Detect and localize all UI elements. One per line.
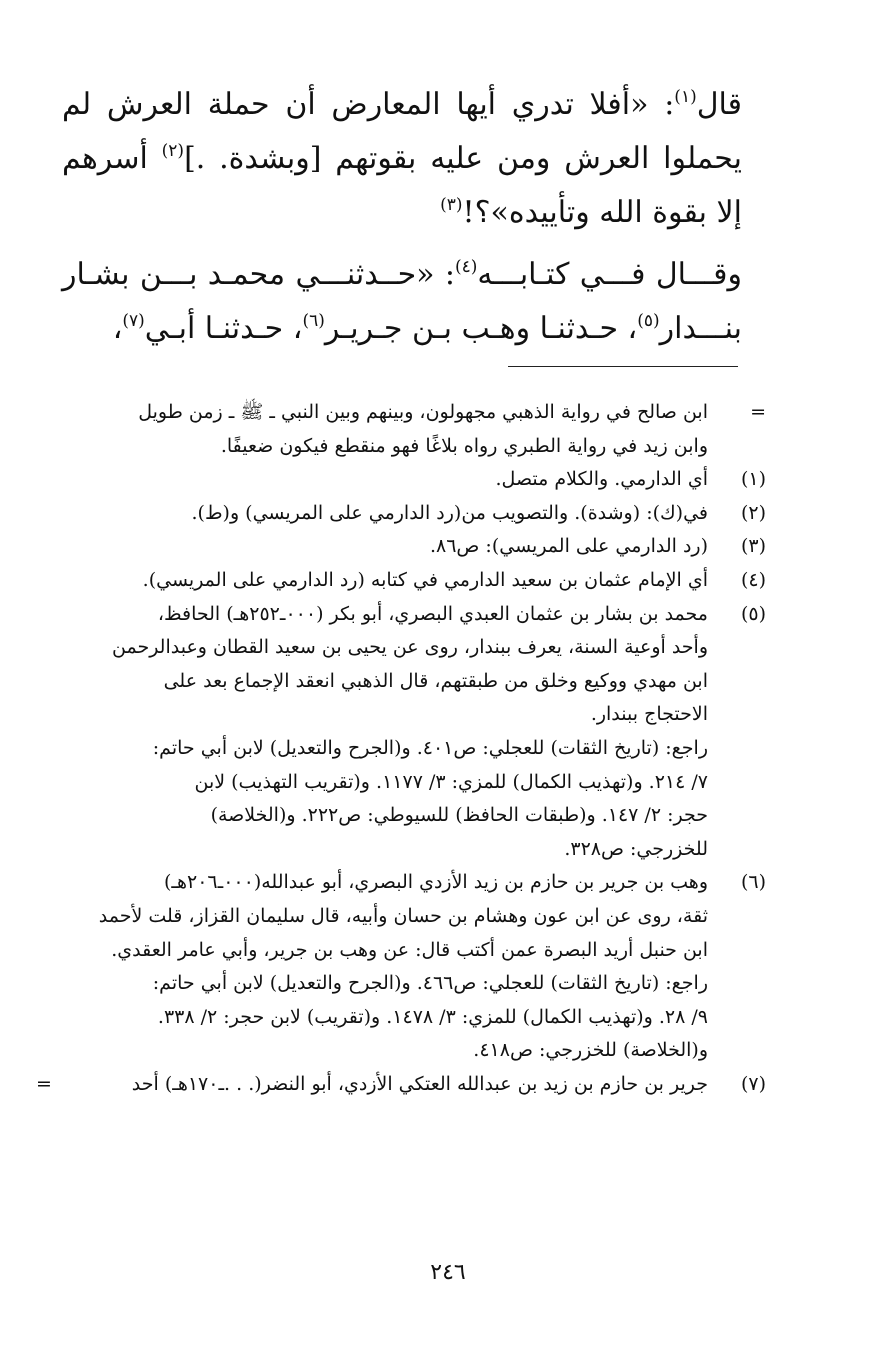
footnote-line: ابن حنبل أريد البصرة عمن أكتب قال: عن وهب بن جرير، وأبي عامر العقدي. <box>111 938 708 961</box>
page-number: ٢٤٦ <box>430 1260 466 1285</box>
text-run: قال <box>696 87 742 122</box>
footnote-number: (٢) <box>740 501 766 524</box>
footnote-ref-7[interactable]: (٧) <box>122 311 145 331</box>
footnote-ref-2[interactable]: (٢) <box>161 141 185 161</box>
footnote-line: ٩/ ٢٨. و(تهذيب الكمال) للمزي: ٣/ ١٤٧٨. و(تقريب) لابن حجر: ٢/ ٣٣٨. <box>157 1005 708 1028</box>
text-run: : «أفلا تدري أيها المعارض أن حملة العرش لم يحملوا العرش ومن عليه بقوتهم [وبشدة. .] <box>62 87 742 176</box>
footnote-1 <box>62 463 766 497</box>
paragraph-2 <box>62 248 742 356</box>
footnote-line: راجع: (تاريخ الثقات) للعجلي: ص٤٦٦. و(الجرح والتعديل) لابن أبي حاتم: <box>152 972 708 995</box>
footnote-6 <box>62 866 766 1068</box>
footnote-line: ثقة، روى عن ابن عون وهشام بن حسان وأبيه، قال سليمان القزاز، قلت لأحمد <box>98 904 708 927</box>
footnote-line: وهب بن جرير بن حازم بن زيد الأزدي البصري، أبو عبدالله(٠٠٠ـ٢٠٦هـ) <box>163 871 708 894</box>
footnote-number: (٥) <box>740 602 766 625</box>
footnote-line: ابن صالح في رواية الذهبي مجهولون، وبينهم وبين النبي ـ ﷺ ـ زمن طويل <box>138 401 708 423</box>
footnote-separator <box>508 366 738 367</box>
footnote-line: الاحتجاج ببندار. <box>590 703 708 726</box>
footnote-ref-6[interactable]: (٦) <box>302 311 325 331</box>
footnote-line: ٧/ ٢١٤. و(تهذيب الكمال) للمزي: ٣/ ١١٧٧. و(تقريب التهذيب) لابن <box>194 770 708 793</box>
footnote-number: (١) <box>740 468 766 491</box>
text-run: : «حــدثنـــي محمـد بـــن بشـار بنـــدار <box>62 257 742 346</box>
paragraph-1 <box>62 78 742 240</box>
footnote-5 <box>62 598 766 867</box>
footnote-ref-3[interactable]: (٣) <box>440 195 463 215</box>
continuation-mark: = <box>36 1072 52 1095</box>
footnote-line: وابن زيد في رواية الطبري رواه بلاغًا فهو منقطع فيكون ضعيفًا. <box>220 434 708 457</box>
footnote-line: (رد الدارمي على المريسي): ص٨٦. <box>429 535 708 558</box>
footnote-number: (٧) <box>740 1072 766 1095</box>
text-run: ، حـدثنـا أبـي <box>144 311 303 346</box>
footnote-2 <box>62 497 766 531</box>
text-run: أسرهم إلا بقوة الله وتأييده»؟! <box>62 141 742 230</box>
continuation-mark: = <box>750 401 766 423</box>
footnote-line: و(الخلاصة) للخزرجي: ص٤١٨. <box>473 1039 708 1062</box>
footnote-3 <box>62 530 766 564</box>
footnote-line: أي الإمام عثمان بن سعيد الدارمي في كتابه (رد الدارمي على المريسي). <box>142 568 708 591</box>
text-run: ، <box>112 311 123 346</box>
footnote-line: حجر: ٢/ ١٤٧. و(طبقات الحافظ) للسيوطي: ص٢٢٢. و(الخلاصة) <box>210 804 708 827</box>
footnote-number: (٣) <box>740 535 766 558</box>
footnote-line: ابن مهدي ووكيع وخلق من طبقتهم، قال الذهبي انعقد الإجماع بعد على <box>163 669 708 692</box>
footnote-line: في(ك): (وشدة). والتصويب من(رد الدارمي على المريسي) و(ط). <box>191 501 708 524</box>
footnote-ref-1[interactable]: (١) <box>674 87 697 107</box>
footnote-continuation <box>62 396 766 463</box>
main-text <box>62 78 742 356</box>
footnote-number: (٦) <box>740 871 766 894</box>
text-run: وقـــال فـــي كتـابـــه <box>477 257 743 292</box>
footnote-number: (٤) <box>740 568 766 591</box>
footnote-ref-5[interactable]: (٥) <box>637 311 660 331</box>
footnote-line: محمد بن بشار بن عثمان العبدي البصري، أبو بكر (٠٠٠ـ٢٥٢هـ) الحافظ، <box>157 602 708 625</box>
footnote-line: راجع: (تاريخ الثقات) للعجلي: ص٤٠١. و(الجرح والتعديل) لابن أبي حاتم: <box>152 736 708 759</box>
footnote-line: وأحد أوعية السنة، يعرف ببندار، روى عن يحيى بن سعيد القطان وعبدالرحمن <box>112 636 708 659</box>
footnote-line: أي الدارمي. والكلام متصل. <box>495 468 708 491</box>
footnote-7 <box>36 1068 766 1102</box>
footnotes <box>36 396 766 1101</box>
footnote-line: جرير بن حازم بن زيد بن عبدالله العتكي الأزدي، أبو النضر(. . .ـ١٧٠هـ) أحد <box>131 1072 708 1095</box>
footnote-ref-4[interactable]: (٤) <box>454 257 478 277</box>
footnote-4 <box>62 564 766 598</box>
footnote-line: للخزرجي: ص٣٢٨. <box>564 837 708 860</box>
text-run: ، حـدثنـا وهـب بـن جـريـر <box>324 311 638 346</box>
